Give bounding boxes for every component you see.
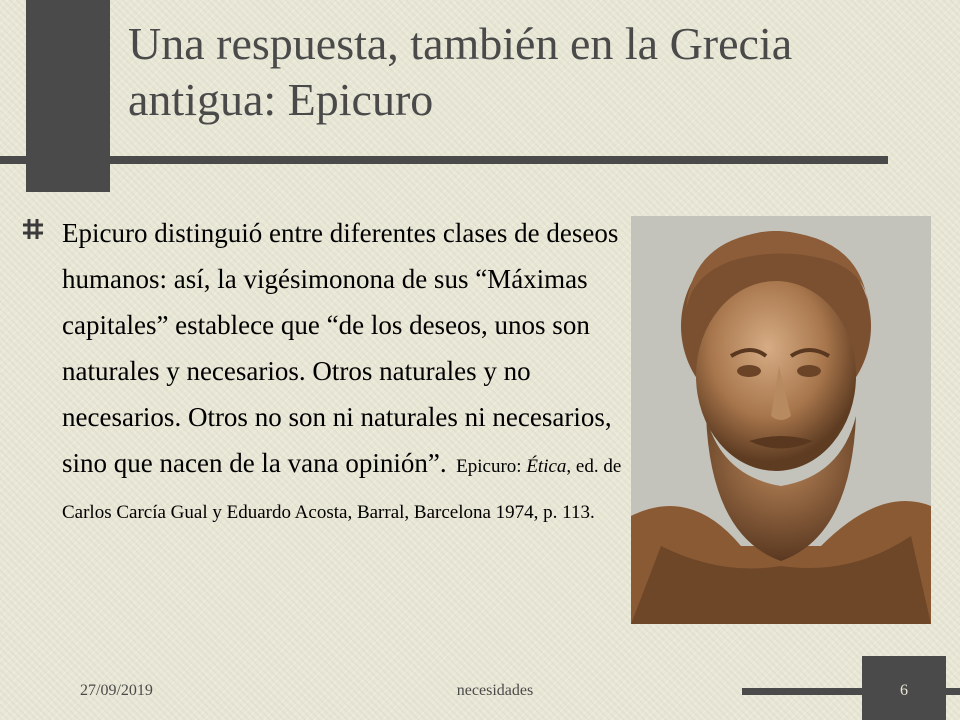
page-number: 6 bbox=[900, 682, 908, 699]
title-rule bbox=[0, 156, 888, 164]
footer-title: necesidades bbox=[456, 682, 534, 699]
epicurus-bust-image bbox=[631, 216, 931, 624]
footer-date: 27/09/2019 bbox=[80, 682, 153, 699]
grid-bullet-icon bbox=[22, 218, 44, 240]
slide-title: Una respuesta, también en la Grecia antigua: Epicuro bbox=[128, 18, 793, 125]
epicurus-quote: Epicuro distinguió entre diferentes clases de deseos humanos: así, la vigésimonona de sus “Máximas capitales” establece que “de los deseos, unos son naturales y necesarios. Otros naturales y no necesarios. Otros no son ni naturales ni necesarios, sino que nacen de la vana opinión”. bbox=[62, 218, 619, 478]
body-paragraph bbox=[62, 210, 622, 532]
citation-work-title: Ética bbox=[526, 456, 567, 477]
citation: Epicuro: Ética, ed. de Carlos Carcía Gual y Eduardo Acosta, Barral, Barcelona 1974, p. 113. bbox=[62, 456, 622, 523]
